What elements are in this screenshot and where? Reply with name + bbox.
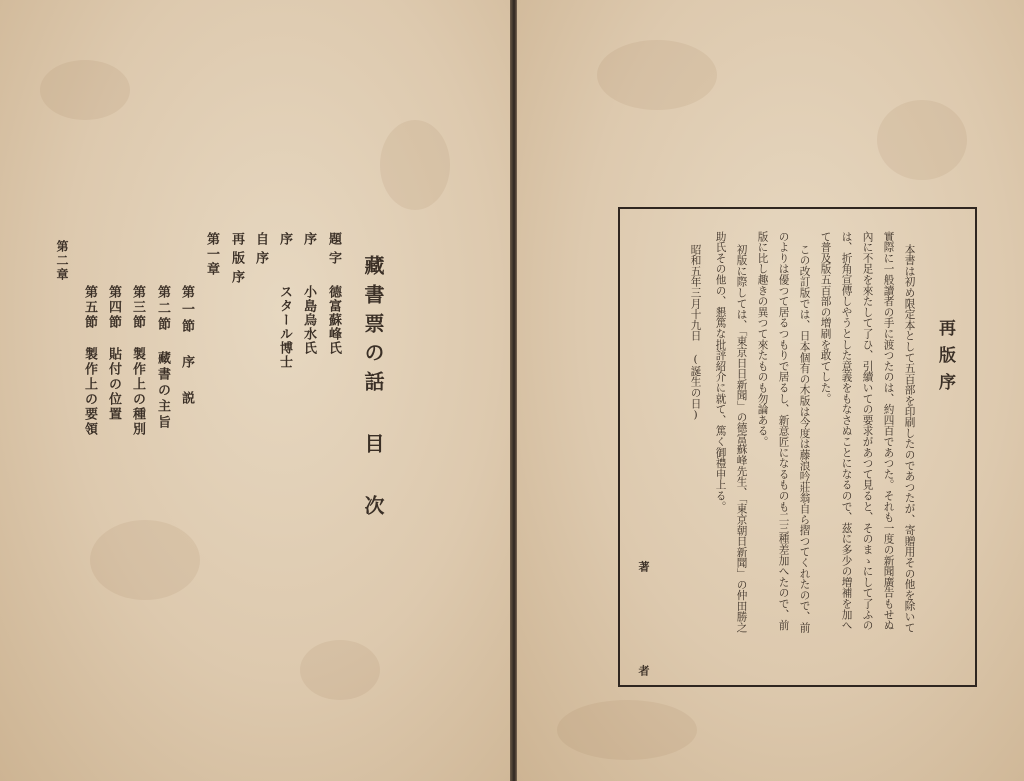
toc-entry-label: 再版序 <box>229 232 244 289</box>
toc-section: 第五節 製作上の要領 <box>82 285 97 437</box>
preface-line: 版に比し趣きの異つて來たものも勿論ある。 <box>756 231 769 447</box>
preface-line: は、折角宣傳しやうとした意義をもなさぬことになるので、茲に多少の増補を加へ <box>840 231 853 631</box>
toc-section: 第三節 製作上の種別 <box>130 285 145 437</box>
toc-entry-name: 小島烏水氏 <box>301 285 316 355</box>
right-page <box>517 0 1024 781</box>
toc-section: 第一節 序 説 <box>179 285 194 408</box>
toc-title: 藏書票の話 目 次 <box>361 255 385 524</box>
preface-line: 助氏その他の、懇篤な批評紹介に就て、篤く御禮申上る。 <box>714 231 727 512</box>
toc-entry-label: 自序 <box>253 232 268 270</box>
preface-line: 內に不足を來たして了ひ、引續いての要求があつて見ると、そのまゝにして了ふの <box>861 231 874 631</box>
toc-section: 第二節 藏書の主旨 <box>155 285 170 431</box>
preface-frame <box>618 207 977 716</box>
preface-line: この改訂版では、日本個有の木版は今度は藤浪吟莊翁自ら摺つてくれたので、前 <box>798 244 811 633</box>
preface-date: 昭和五年三月十九日 (誕生の日) <box>689 244 702 421</box>
preface-line: 本書は初め限定本として五百部を印刷したのであつたが、寄贈用その他を除いて <box>903 244 916 633</box>
preface-line: て普及版五百部の増刷を敢てした。 <box>819 231 832 404</box>
preface-line: 實際に一般讀者の手に渡つたのは、約四百であつた。それも一度の新聞廣告もせぬ <box>882 231 895 631</box>
preface-line: 初版に際しては、「東京日日新聞」の德富蘇峰先生、「東京朝日新聞」の仲田勝之 <box>735 244 748 633</box>
toc-chapter: 第一章 <box>204 232 219 277</box>
toc-entry-name: 德富蘇峰氏 <box>326 285 341 355</box>
toc-entry-label: 題字 <box>326 232 341 270</box>
toc-chapter: 第二章 <box>55 240 69 282</box>
toc-entry-label: 序 <box>277 232 292 251</box>
toc-section: 第四節 貼付の位置 <box>106 285 121 422</box>
preface-title: 再版序 <box>935 319 955 400</box>
toc-entry-name: スタール博士 <box>277 285 292 369</box>
toc-entry-label: 序 <box>301 232 316 251</box>
preface-line: のよりは優つて居るつもりで居るし、新意匠になるものも二三種差加へたので、前 <box>777 231 790 631</box>
preface-signature: 著 者 <box>637 561 650 716</box>
